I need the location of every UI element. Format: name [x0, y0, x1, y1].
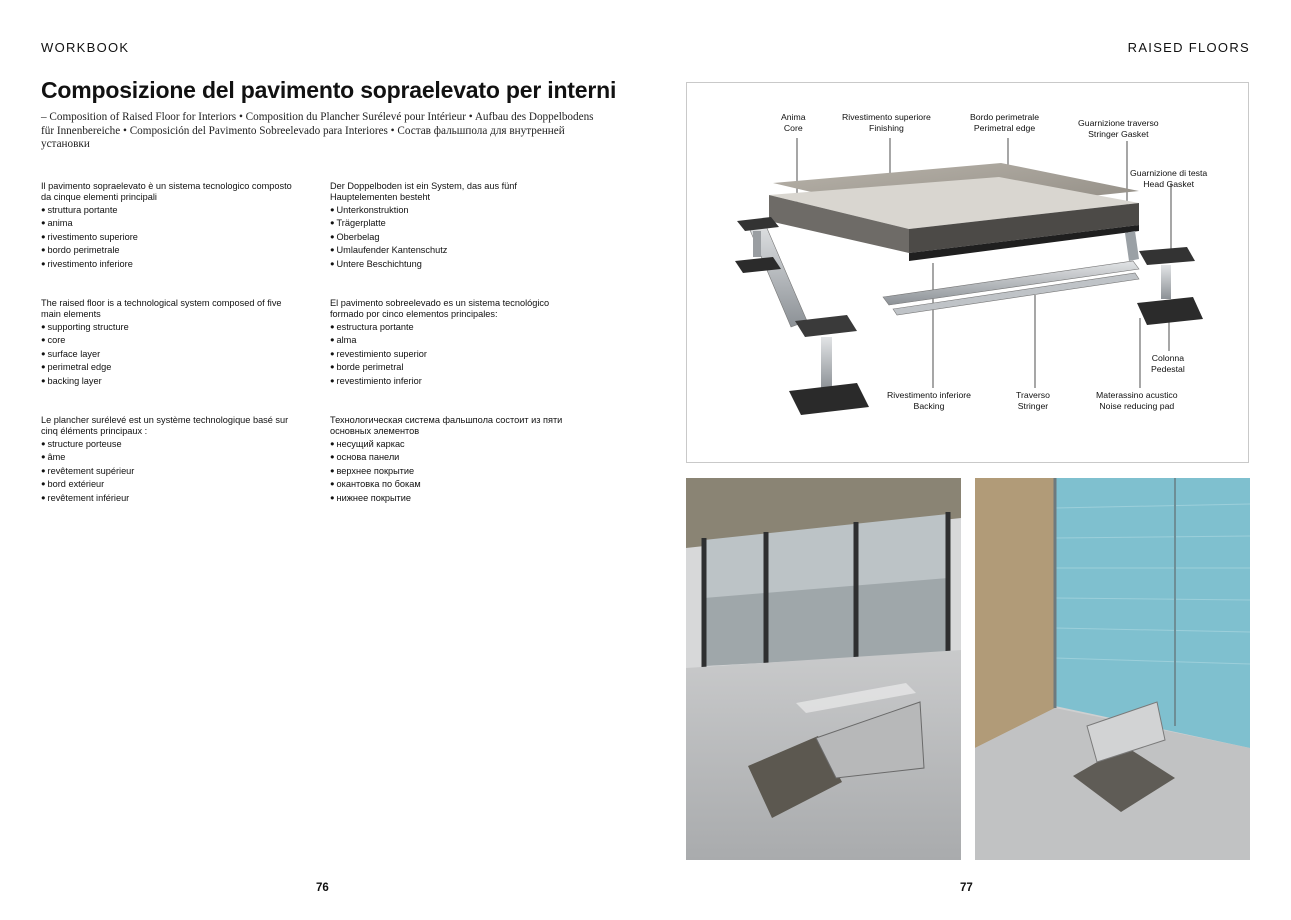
running-header-left: WORKBOOK	[41, 40, 130, 55]
block-lead: The raised floor is a technological system composed of five main elements	[41, 298, 282, 319]
label-backing: Rivestimento inferiore Backing	[887, 390, 972, 411]
label-stringer: Traverso Stringer	[1016, 390, 1050, 411]
list-item: ● Unterkonstruktion	[330, 204, 585, 217]
list-item: ● Trägerplatte	[330, 217, 585, 230]
list-item: ● bord extérieur	[41, 478, 296, 491]
list-item: ● âme	[41, 451, 296, 464]
element-list	[330, 204, 585, 271]
list-item: ● revestimiento inferior	[330, 375, 585, 388]
text-block-spanish	[330, 298, 585, 388]
list-item: ● окантовка по бокам	[330, 478, 585, 491]
label-core: Anima Core	[781, 112, 806, 133]
list-item: ● rivestimento superiore	[41, 231, 296, 244]
element-list	[330, 438, 585, 505]
list-item: ● bordo perimetrale	[41, 244, 296, 257]
list-item: ● struttura portante	[41, 204, 296, 217]
list-item: ● revestimiento superior	[330, 348, 585, 361]
list-item: ● borde perimetral	[330, 361, 585, 374]
list-item: ● revêtement inférieur	[41, 492, 296, 505]
page-number-left: 76	[316, 882, 329, 894]
list-item: ● backing layer	[41, 375, 296, 388]
list-item: ● core	[41, 334, 296, 347]
list-item: ● revêtement supérieur	[41, 465, 296, 478]
block-lead: Технологическая система фальшпола состоит из пяти основных элементов	[330, 415, 563, 436]
text-block-english	[41, 298, 296, 388]
element-list	[330, 321, 585, 388]
list-item: ● Umlaufender Kantenschutz	[330, 244, 585, 257]
list-item: ● structure porteuse	[41, 438, 296, 451]
label-pedestal: Colonna Pedestal	[1151, 353, 1185, 374]
label-perimetral-edge: Bordo perimetrale Perimetral edge	[970, 112, 1040, 133]
text-block-french	[41, 415, 296, 505]
list-item: ● Oberbelag	[330, 231, 585, 244]
list-item: ● основа панели	[330, 451, 585, 464]
list-item: ● rivestimento inferiore	[41, 258, 296, 271]
element-list	[41, 321, 296, 388]
block-lead: Il pavimento sopraelevato è un sistema tecnologico composto da cinque elementi principali	[41, 181, 292, 202]
text-block-russian	[330, 415, 585, 505]
photo-glass-office	[975, 478, 1250, 860]
element-list	[41, 438, 296, 505]
list-item: ● нижнее покрытие	[330, 492, 585, 505]
page-subtitle: – Composition of Raised Floor for Interiors • Composition du Plancher Surélevé pour Intérieur • Aufbau des Doppelbodens für Innenbereiche • Composición del Pavimento Sobreelevado para Interiores • Состав фальшпола для внутренней установки	[41, 111, 594, 150]
list-item: ● perimetral edge	[41, 361, 296, 374]
block-lead: Le plancher surélevé est un système technologique basé sur cinq éléments principaux :	[41, 415, 289, 436]
pedestal-right	[1137, 247, 1203, 325]
text-block-italian	[41, 181, 296, 271]
list-item: ● Untere Beschichtung	[330, 258, 585, 271]
element-list	[41, 204, 296, 271]
text-block-german	[330, 181, 585, 271]
photo-window-room-illustration	[686, 478, 961, 860]
list-item: ● anima	[41, 217, 296, 230]
label-noise-pad: Materassino acustico Noise reducing pad	[1096, 390, 1178, 411]
list-item: ● estructura portante	[330, 321, 585, 334]
list-item: ● alma	[330, 334, 585, 347]
list-item: ● surface layer	[41, 348, 296, 361]
label-finishing: Rivestimento superiore Finishing	[842, 112, 931, 133]
page-title: Composizione del pavimento sopraelevato per interni	[41, 77, 617, 103]
block-lead: Der Doppelboden ist ein System, das aus fünf Hauptelementen besteht	[330, 181, 517, 202]
pedestal-front	[789, 315, 869, 415]
list-item: ● верхнее покрытие	[330, 465, 585, 478]
list-item: ● supporting structure	[41, 321, 296, 334]
running-header-right: RAISED FLOORS	[1127, 40, 1250, 55]
list-item: ● несущий каркас	[330, 438, 585, 451]
label-head-gasket: Guarnizione di testa Head Gasket	[1130, 168, 1208, 189]
photo-glass-office-illustration	[975, 478, 1250, 860]
photo-window-room	[686, 478, 961, 860]
block-lead: El pavimento sobreelevado es un sistema tecnológico formado por cinco elementos principales:	[330, 298, 550, 319]
page-number-right: 77	[960, 882, 973, 894]
label-stringer-gasket: Guarnizione traverso Stringer Gasket	[1078, 118, 1159, 139]
raised-floor-diagram	[686, 82, 1249, 463]
